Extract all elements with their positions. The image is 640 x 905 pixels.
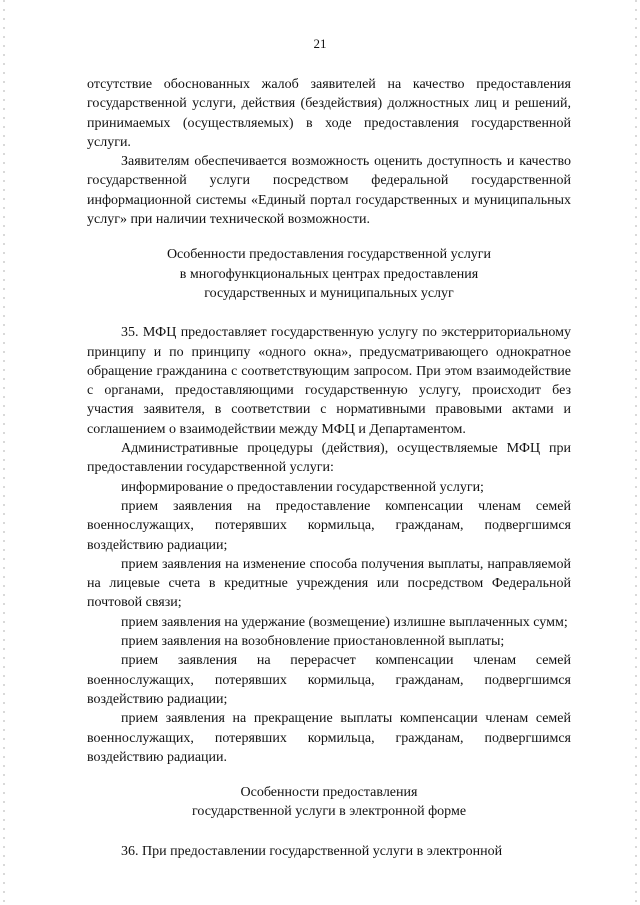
paragraph-admin-procedures: Административные процедуры (действия), осуществляемые МФЦ при предоставлении государственной услуги: [87,441,571,476]
list-item: информирование о предоставлении государственной услуги; [121,479,484,495]
heading-line: в многофункциональных центрах предоставления [179,266,479,282]
paragraph-assessment: Заявителям обеспечивается возможность оценить доступность и качество государственной услуги посредством федеральной государственной информационной системы «Единый портал государственных и муниципальных услуг» при наличии технической возможности. [87,154,571,228]
paragraph-quality-criteria: отсутствие обоснованных жалоб заявителей на качество предоставления государственной услуги, действия (бездействия) должностных лиц и решений, принимаемых (осуществляемых) в ходе предоставления государственной услуги. [87,77,571,150]
heading-line: государственной услуги в электронной форме [191,804,467,820]
scan-edge-right [635,0,637,905]
scan-edge-left [3,0,5,905]
heading-line: Особенности предоставления [240,785,418,801]
heading-line: Особенности предоставления государственной услуги [166,247,492,263]
list-item: прием заявления на удержание (возмещение) излишне выплаченных сумм; [121,614,568,630]
list-item: прием заявления на изменение способа получения выплаты, направляемой на лицевые счета в кредитные учреждения или посредством Федеральной почтовой связи; [87,556,571,611]
document-body [87,75,571,861]
page-number: 21 [313,36,327,51]
list-item: прием заявления на перерасчет компенсации членам семей военнослужащих, потерявших кормильца, гражданам, подвергшимся воздействию радиации; [87,653,571,707]
section-heading-electronic [87,783,571,822]
paragraph-35: 35. МФЦ предоставляет государственную услугу по экстерриториальному принципу и по принципу «одного окна», предусматривающего однократное обращение гражданина с соответствующим запросом. При этом взаимодействие с органами, предоставляющими государственную услугу, происходит без участия заявителя, в соответствии с нормативными правовыми актами и соглашением о взаимодействии между МФЦ и Департаментом. [87,325,571,437]
list-item: прием заявления на предоставление компенсации членам семей военнослужащих, потерявших кормильца, гражданам, подвергшимся воздействию радиации; [87,498,571,553]
list-item: прием заявления на прекращение выплаты компенсации членам семей военнослужащих, потерявших кормильца, гражданам, подвергшимся воздействию радиации. [87,711,571,765]
paragraph-36: 36. При предоставлении государственной услуги в электронной [121,843,503,859]
section-heading-mfc [87,245,571,303]
list-item: прием заявления на возобновление приостановленной выплаты; [121,634,505,650]
heading-line: государственных и муниципальных услуг [204,285,454,301]
